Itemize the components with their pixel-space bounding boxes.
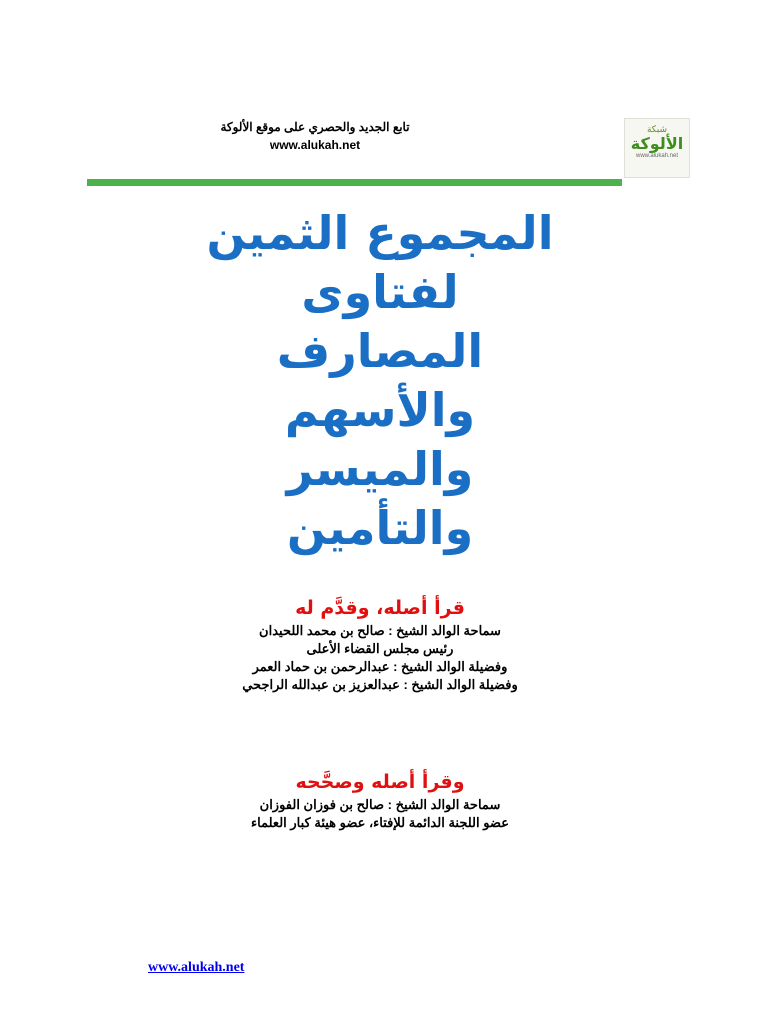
alukah-logo [624,118,690,178]
section-heading: قرأ أصله، وقدَّم له [295,597,465,619]
credit-line: عضو اللجنة الدائمة للإفتاء، عضو هيئة كبار العلماء [251,815,509,830]
header-url[interactable]: www.alukah.net [269,138,361,152]
footer-link[interactable]: www.alukah.net [148,960,245,975]
title-line: لفتاوى [301,265,459,319]
credit-line: وفضيلة الوالد الشيخ : عبدالرحمن بن حماد العمر [252,659,508,674]
review-credits [180,768,580,832]
logo-top-text: شبكة [646,125,668,135]
header-tagline: تابع الجديد والحصري على موقع الألوكة [220,120,410,134]
logo-url-text: www.alukah.net [635,153,679,159]
title-line: والأسهم [284,383,476,437]
credit-line: سماحة الوالد الشيخ : صالح بن فوزان الفوزان [259,797,501,812]
logo-mark-text: الألوكة [630,134,684,153]
title-line: والميسر [286,442,474,496]
title-line: المصارف [276,324,484,378]
section-heading: وقرأ أصله وصحَّحه [295,771,465,793]
book-title [120,204,640,558]
title-line: والتأمين [286,501,474,555]
credit-line: سماحة الوالد الشيخ : صالح بن محمد اللحيدان [259,623,501,638]
green-divider [87,179,622,186]
credit-line: رئيس مجلس القضاء الأعلى [306,641,454,656]
header-tagline-block [180,118,450,154]
credit-line: وفضيلة الوالد الشيخ : عبدالعزيز بن عبدالله الراجحي [242,677,518,692]
introduction-credits [180,594,580,694]
title-line: المجموع الثمين [206,206,554,260]
